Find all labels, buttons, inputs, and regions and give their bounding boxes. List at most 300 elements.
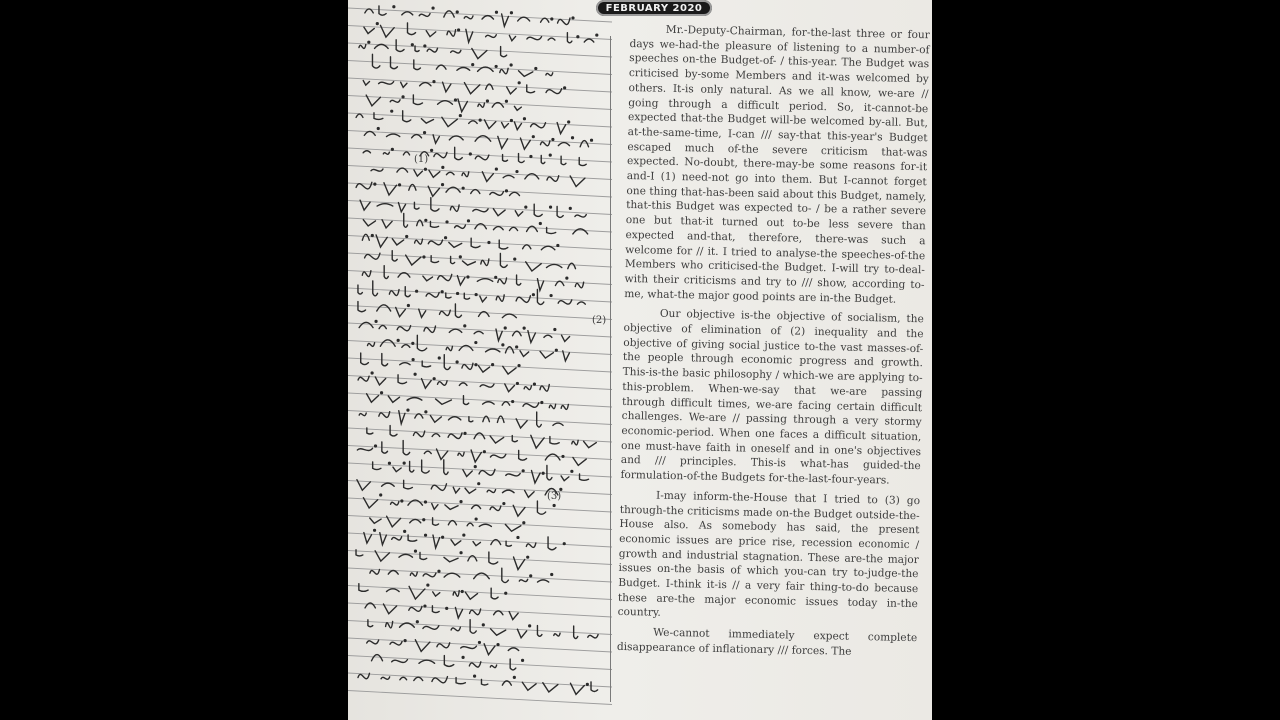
shorthand-stroke: [515, 211, 523, 216]
shorthand-stroke: [455, 304, 461, 317]
shorthand-stroke: [392, 239, 403, 245]
shorthand-stroke: [561, 156, 566, 165]
shorthand-dot: [475, 364, 477, 366]
shorthand-stroke: [419, 660, 435, 663]
shorthand-stroke: [538, 580, 549, 582]
shorthand-dot: [553, 505, 555, 507]
shorthand-stroke: [591, 682, 598, 692]
shorthand-stroke: [527, 226, 538, 231]
shorthand-stroke: [449, 242, 462, 247]
shorthand-stroke: [503, 155, 508, 162]
shorthand-stroke: [462, 261, 475, 265]
shorthand-dot: [438, 357, 440, 359]
shorthand-stroke: [531, 435, 544, 448]
shorthand-stroke: [392, 537, 402, 540]
shorthand-stroke: [444, 355, 450, 370]
shorthand-stroke: [526, 543, 536, 548]
shorthand-stroke: [372, 655, 383, 661]
shorthand-stroke: [432, 504, 438, 510]
shorthand-stroke: [503, 175, 514, 177]
article-paragraph: We-cannot immediately expect complete disappearance of inflationary /// forces. The: [616, 626, 918, 658]
shorthand-dot: [402, 96, 404, 98]
shorthand-dot: [375, 320, 377, 322]
shorthand-stroke: [502, 402, 509, 405]
shorthand-stroke: [558, 300, 572, 304]
shorthand-dot: [552, 139, 554, 141]
shorthand-stroke: [472, 505, 481, 508]
shorthand-stroke: [525, 174, 539, 179]
shorthand-dot: [522, 659, 524, 661]
shorthand-stroke: [497, 416, 504, 422]
shorthand-stroke: [541, 155, 545, 163]
shorthand-stroke: [480, 384, 494, 387]
shorthand-dot: [475, 294, 477, 296]
shorthand-stroke: [433, 518, 439, 525]
shorthand-dot: [523, 327, 525, 329]
shorthand-stroke: [392, 660, 408, 663]
shorthand-stroke: [480, 296, 487, 302]
shorthand-dot: [425, 168, 427, 170]
shorthand-dot: [577, 36, 579, 38]
shorthand-dot: [427, 584, 429, 586]
shorthand-stroke: [423, 276, 433, 281]
shorthand-stroke: [509, 227, 517, 230]
shorthand-stroke: [417, 335, 426, 350]
shorthand-dot: [445, 237, 447, 239]
shorthand-stroke: [540, 141, 549, 146]
shorthand-stroke: [444, 460, 448, 475]
shorthand-stroke: [487, 490, 495, 493]
ruled-line: [348, 533, 612, 547]
shorthand-stroke: [451, 627, 460, 631]
shorthand-dot: [460, 501, 462, 503]
shorthand-dot: [541, 402, 543, 404]
ruled-line: [348, 498, 612, 512]
shorthand-dot: [459, 256, 461, 258]
shorthand-dot: [438, 570, 440, 572]
shorthand-dot: [518, 365, 520, 367]
shorthand-dot: [475, 518, 477, 520]
shorthand-dot: [514, 258, 516, 260]
shorthand-dot: [502, 344, 504, 346]
shorthand-stroke: [410, 519, 421, 522]
shorthand-dot: [391, 110, 393, 112]
shorthand-stroke: [383, 152, 389, 154]
shorthand-stroke: [486, 84, 493, 89]
ruled-line: [348, 96, 612, 110]
ruled-line: [348, 568, 612, 582]
shorthand-stroke: [373, 462, 381, 470]
shorthand-stroke: [400, 363, 410, 365]
shorthand-stroke: [370, 570, 380, 575]
shorthand-stroke: [514, 557, 525, 570]
shorthand-dot: [462, 187, 464, 189]
shorthand-stroke: [420, 83, 431, 86]
shorthand-stroke: [431, 256, 438, 263]
shorthand-dot: [550, 206, 552, 208]
shorthand-dot: [571, 470, 573, 472]
shorthand-stroke: [505, 384, 515, 392]
shorthand-stroke: [402, 12, 413, 15]
shorthand-dot: [535, 68, 537, 70]
shorthand-stroke: [490, 454, 505, 457]
shorthand-stroke: [375, 377, 385, 385]
shorthand-dot: [432, 7, 434, 9]
shorthand-stroke: [514, 106, 521, 110]
shorthand-stroke: [506, 473, 520, 475]
shorthand-dot: [446, 221, 448, 223]
shorthand-dot: [462, 656, 464, 658]
shorthand-stroke: [540, 351, 553, 358]
shorthand-dot: [529, 625, 531, 627]
shorthand-stroke: [473, 209, 488, 212]
shorthand-stroke: [464, 16, 473, 19]
shorthand-dot: [406, 236, 408, 238]
shorthand-dot: [393, 6, 395, 8]
shorthand-dot: [455, 99, 457, 101]
shorthand-dot: [530, 575, 532, 577]
ruled-line: [348, 8, 612, 22]
shorthand-dot: [433, 81, 435, 83]
shorthand-dot: [475, 342, 477, 344]
shorthand-dot: [505, 592, 507, 594]
shorthand-stroke: [436, 399, 452, 404]
shorthand-stroke: [386, 589, 399, 592]
shorthand-dot: [424, 45, 426, 47]
shorthand-stroke: [438, 381, 448, 385]
shorthand-stroke: [490, 192, 504, 196]
shorthand-stroke: [398, 203, 405, 212]
shorthand-stroke: [451, 50, 461, 53]
shorthand-stroke: [368, 620, 373, 627]
shorthand-dot: [551, 18, 553, 20]
shorthand-stroke: [553, 423, 563, 425]
shorthand-dot: [497, 644, 499, 646]
shorthand-stroke: [580, 141, 588, 147]
shorthand-stroke: [486, 35, 497, 38]
shorthand-stroke: [417, 220, 423, 226]
shorthand-stroke: [525, 490, 534, 497]
shorthand-dot: [442, 536, 444, 538]
shorthand-dot: [411, 44, 413, 46]
shorthand-dot: [495, 276, 497, 278]
shorthand-stroke: [463, 396, 468, 405]
shorthand-stroke: [403, 152, 409, 155]
shorthand-stroke: [433, 535, 440, 548]
shorthand-stroke: [584, 441, 597, 447]
shorthand-stroke: [502, 568, 509, 582]
shorthand-dot: [423, 519, 425, 521]
shorthand-stroke: [503, 366, 516, 374]
shorthand-stroke: [453, 487, 459, 493]
ruled-line: [348, 253, 612, 267]
shorthand-stroke: [575, 215, 586, 218]
shorthand-stroke: [363, 151, 370, 153]
shorthand-stroke: [490, 436, 504, 443]
article-text-column: [617, 22, 930, 661]
shorthand-dot: [511, 12, 513, 14]
shorthand-stroke: [449, 329, 461, 332]
shorthand-stroke: [379, 6, 386, 15]
shorthand-dot: [503, 503, 505, 505]
shorthand-dot: [375, 445, 377, 447]
shorthand-dot: [517, 383, 519, 385]
shorthand-stroke: [462, 172, 469, 177]
shorthand-stroke: [401, 82, 407, 87]
shorthand-stroke: [483, 402, 494, 404]
shorthand-stroke: [362, 234, 369, 240]
magazine-page: [348, 0, 932, 720]
shorthand-dot: [469, 153, 471, 155]
shorthand-stroke: [424, 451, 431, 453]
shorthand-stroke: [458, 99, 467, 112]
shorthand-stroke: [390, 641, 402, 645]
shorthand-dot: [456, 361, 458, 363]
shorthand-dot: [525, 206, 527, 208]
shorthand-dot: [404, 640, 406, 642]
shorthand-dot: [479, 642, 481, 644]
shorthand-stroke: [493, 209, 505, 216]
shorthand-dot: [523, 522, 525, 524]
shorthand-dot: [518, 82, 520, 84]
shorthand-dot: [407, 409, 409, 411]
shorthand-stroke: [359, 322, 373, 327]
shorthand-dot: [516, 171, 518, 173]
ruled-line: [348, 43, 612, 57]
shorthand-stroke: [579, 158, 586, 166]
shorthand-dot: [368, 41, 370, 43]
shorthand-stroke: [399, 554, 413, 557]
shorthand-dot: [425, 534, 427, 536]
shorthand-dot: [483, 451, 485, 453]
shorthand-dot: [532, 136, 534, 138]
shorthand-dot: [391, 148, 393, 150]
shorthand-dot: [492, 364, 494, 366]
shorthand-dot: [424, 132, 426, 134]
shorthand-stroke: [509, 35, 515, 40]
shorthand-stroke: [420, 552, 427, 559]
shorthand-dot: [380, 494, 382, 496]
shorthand-stroke: [358, 285, 362, 294]
ruled-line: [348, 166, 612, 180]
shorthand-stroke: [379, 325, 386, 328]
shorthand-stroke: [412, 135, 422, 138]
shorthand-stroke: [404, 213, 408, 227]
shorthand-stroke: [490, 506, 501, 511]
shorthand-stroke: [382, 220, 392, 228]
ruled-line: [348, 376, 612, 390]
shorthand-dot: [487, 100, 489, 102]
shorthand-dot: [506, 100, 508, 102]
shorthand-stroke: [505, 524, 520, 531]
shorthand-stroke: [390, 100, 400, 102]
shorthand-dot: [550, 295, 552, 297]
shorthand-stroke: [415, 239, 423, 244]
shorthand-stroke: [458, 452, 464, 456]
shorthand-stroke: [388, 396, 399, 402]
shorthand-stroke: [359, 584, 368, 592]
shorthand-stroke: [554, 633, 560, 636]
shorthand-stroke: [451, 256, 455, 263]
shorthand-stroke: [516, 296, 530, 303]
shorthand-dot: [513, 676, 515, 678]
shorthand-stroke: [527, 37, 542, 40]
shorthand-stroke: [482, 16, 493, 19]
shorthand-stroke: [373, 281, 378, 296]
shorthand-stroke: [409, 184, 416, 190]
shorthand-stroke: [465, 488, 476, 493]
shorthand-stroke: [477, 279, 492, 282]
shorthand-stroke: [544, 335, 552, 337]
shorthand-dot: [517, 537, 519, 539]
shorthand-stroke: [423, 573, 436, 577]
shorthand-stroke: [502, 14, 509, 26]
shorthand-dot: [549, 154, 551, 156]
shorthand-stroke: [388, 570, 398, 574]
ruled-line: [348, 323, 612, 337]
shorthand-dot: [478, 483, 480, 485]
shorthand-stroke: [374, 113, 383, 120]
shorthand-dot: [446, 608, 448, 610]
shorthand-dot: [399, 184, 401, 186]
shorthand-stroke: [483, 416, 490, 421]
shorthand-dot: [560, 488, 562, 490]
shorthand-stroke: [473, 542, 480, 546]
shorthand-stroke: [367, 394, 379, 402]
shorthand-stroke: [414, 60, 421, 70]
shorthand-dot: [463, 534, 465, 536]
shorthand-dot: [468, 220, 470, 222]
shorthand-stroke: [491, 629, 506, 635]
ruled-line: [348, 393, 612, 407]
shorthand-dot: [431, 149, 433, 151]
shorthand-stroke: [493, 227, 503, 230]
shorthand-stroke: [507, 87, 517, 94]
shorthand-stroke: [451, 540, 461, 546]
ruled-line: [348, 358, 612, 372]
shorthand-dot: [495, 168, 497, 170]
shorthand-stroke: [427, 48, 437, 52]
shorthand-stroke: [572, 440, 578, 445]
shorthand-stroke: [519, 154, 525, 163]
shorthand-stroke: [445, 505, 458, 510]
shorthand-stroke: [549, 404, 555, 409]
shorthand-dot: [404, 531, 406, 533]
shorthand-stroke: [356, 114, 363, 117]
shorthand-stroke: [391, 502, 399, 506]
shorthand-dot: [568, 121, 570, 123]
shorthand-strokes: [356, 6, 598, 695]
shorthand-dot: [510, 64, 512, 66]
shorthand-stroke: [386, 134, 399, 136]
article-paragraph: Mr.-Deputy-Chairman, for-the-last three or four days we-had-the pleasure of listening to a number-of speeches on-the Budget-of- / this-year. The Budget was criticised by-some Members and it-was welcomed by others. It-is only natural. As we all know, we-are // going through a difficult period. So, it-cannot-be expected that-the Budget will-be welcomed by-all. But, at-the-same-time, I-can /// say-that this-year's Budget escaped much of-the severe criticism that-was expected. No-doubt, there-may-be some reasons for-it and-I (1) need-not go into them. But I-cannot forget one thing that-has-been said about this Budget, namely, that-this Budget was expected to- / be a rather severe one but that-it turned out to-be less severe than expected and-that, therefore, there-was such a welcome for // it. I tried to analyse-the speeches-of-the Members who criticised-the Budget. I-will try to-deal-with their criticisms and try to /// show, according to-me, what-the major good points are in-the Budget.: [624, 23, 930, 306]
shorthand-stroke: [490, 665, 496, 668]
shorthand-dot: [479, 119, 481, 121]
shorthand-dot: [530, 156, 532, 158]
shorthand-stroke: [519, 71, 533, 77]
shorthand-dot: [457, 293, 459, 295]
ruled-line: [348, 428, 612, 442]
shorthand-dot: [397, 339, 399, 341]
shorthand-dot: [527, 556, 529, 558]
shorthand-stroke: [562, 335, 570, 341]
shorthand-stroke: [463, 470, 472, 477]
shorthand-stroke: [588, 635, 598, 638]
shorthand-dot: [534, 383, 536, 385]
shorthand-dot: [572, 137, 574, 139]
shorthand-stroke: [470, 620, 476, 634]
shorthand-stroke: [410, 572, 417, 576]
shorthand-stroke: [430, 415, 441, 422]
shorthand-dot: [442, 166, 444, 168]
shorthand-dot: [596, 34, 598, 36]
shorthand-stroke: [522, 682, 536, 690]
shorthand-dot: [458, 29, 460, 31]
shorthand-stroke: [431, 484, 446, 491]
shorthand-stroke: [432, 434, 440, 437]
shorthand-dot: [389, 462, 391, 464]
shorthand-stroke: [444, 557, 458, 562]
shorthand-dot: [539, 223, 541, 225]
shorthand-dot: [504, 327, 506, 329]
ruled-line: [348, 26, 612, 40]
shorthand-stroke: [561, 404, 568, 409]
shorthand-stroke: [558, 143, 569, 146]
shorthand-stroke: [519, 579, 527, 581]
shorthand-dot: [376, 23, 378, 25]
shorthand-dot: [572, 17, 574, 19]
shorthand-stroke: [503, 490, 515, 493]
shorthand-stroke: [577, 302, 585, 304]
ruled-line: [348, 586, 612, 600]
shorthand-dot: [555, 349, 557, 351]
shorthand-stroke: [537, 412, 542, 427]
shorthand-stroke: [546, 264, 561, 267]
shorthand-stroke: [500, 253, 507, 267]
shorthand-stroke: [357, 448, 372, 450]
shorthand-dot: [371, 372, 373, 374]
shorthand-stroke: [461, 646, 477, 648]
shorthand-stroke: [372, 54, 379, 68]
shorthand-stroke: [517, 275, 521, 285]
shorthand-dot: [591, 139, 593, 141]
shorthand-stroke: [370, 518, 381, 523]
shorthand-stroke: [409, 586, 425, 599]
shorthand-stroke: [408, 500, 423, 505]
shorthand-stroke: [356, 182, 372, 189]
shorthand-dot: [415, 550, 417, 552]
shorthand-stroke: [474, 331, 483, 333]
shorthand-dot: [464, 325, 466, 327]
shorthand-stroke: [509, 612, 518, 620]
shorthand-stroke: [414, 677, 423, 680]
shorthand-stroke: [359, 413, 366, 416]
shorthand-dot: [566, 277, 568, 279]
shorthand-stroke: [364, 27, 374, 33]
article-paragraph: I-may inform-the-House that I tried to (3) go through-the criticisms made on-the Budget outside-the-House also. As somebody has said, the present economic issues are price rise, recession economic / growth and industrial stagnation. These are-the major issues on-the basis of which you-can try to-judge-the Budget. I-think it-is // a very fair thing-to-do because these are-the major economic issues today in-the country.: [617, 489, 921, 620]
shorthand-stroke: [448, 417, 460, 420]
shorthand-dot: [374, 529, 376, 531]
shorthand-dot: [381, 392, 383, 394]
shorthand-dot: [460, 552, 462, 554]
shorthand-stroke: [568, 263, 576, 268]
shorthand-stroke: [505, 347, 513, 353]
shorthand-dot: [425, 501, 427, 503]
shorthand-stroke: [359, 45, 366, 49]
shorthand-stroke: [474, 573, 490, 579]
ruled-line: [348, 201, 612, 215]
shorthand-stroke: [403, 441, 410, 455]
